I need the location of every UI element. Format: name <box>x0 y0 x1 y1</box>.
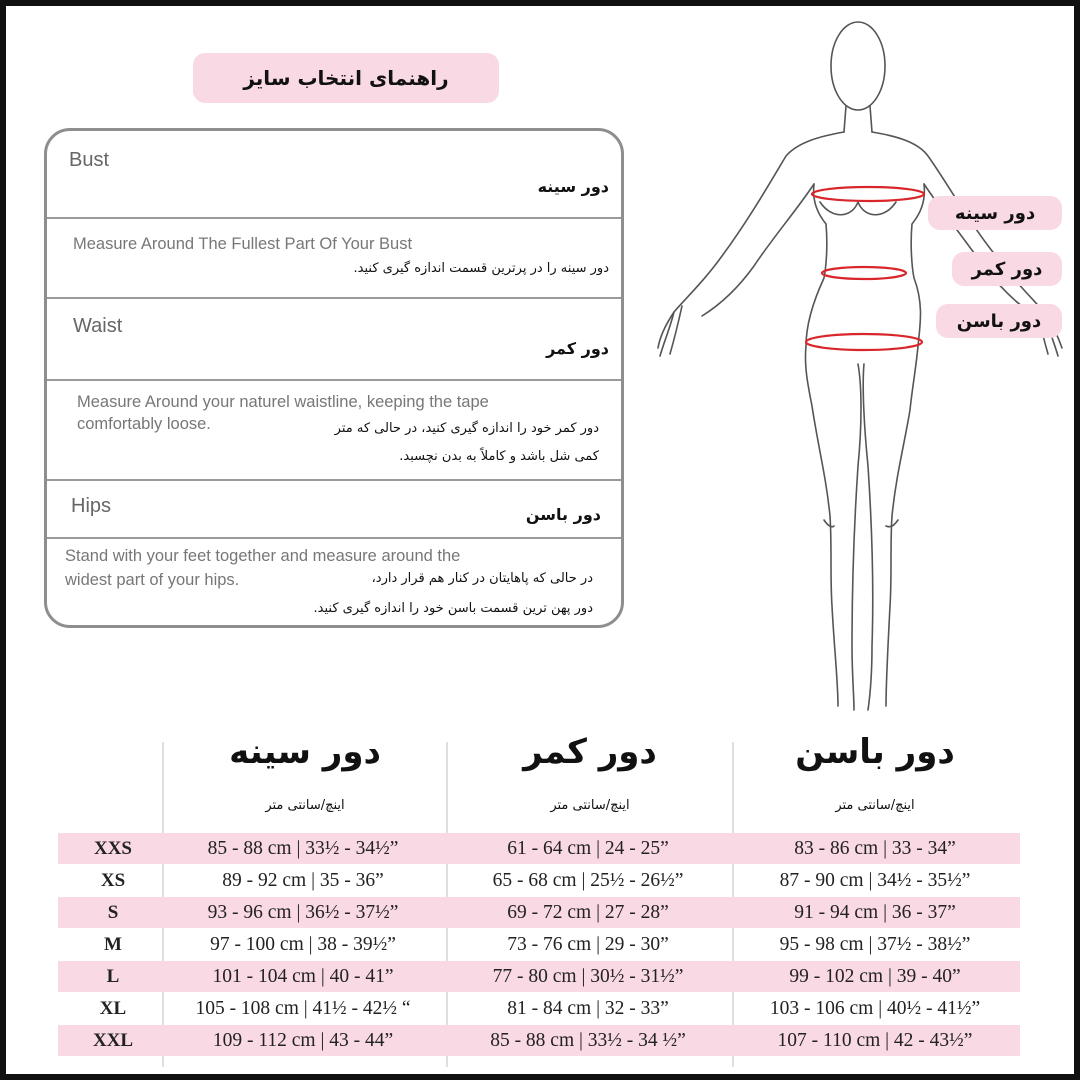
bust-range: 97 - 100 cm | 38 - 39½” <box>210 934 396 955</box>
bust-unit-label: اینچ/سانتی متر <box>265 798 345 813</box>
size-row-xl <box>58 993 1020 1024</box>
page-title: راهنمای انتخاب سایز <box>193 53 499 103</box>
waist-unit-label: اینچ/سانتی متر <box>550 798 630 813</box>
hips-range: 103 - 106 cm | 40½ - 41½” <box>769 998 981 1019</box>
size-row-m <box>58 929 1020 960</box>
hips-range: 91 - 94 cm | 36 - 37” <box>794 902 956 923</box>
size-code: M <box>104 934 122 955</box>
hips-range: 95 - 98 cm | 37½ - 38½” <box>779 934 971 955</box>
bust-measure-line <box>812 187 924 201</box>
bust-range: 89 - 92 cm | 35 - 36” <box>222 870 384 891</box>
hips-unit-label: اینچ/سانتی متر <box>835 798 915 813</box>
hips-heading-en: Hips <box>71 495 112 517</box>
hips-range: 99 - 102 cm | 39 - 40” <box>789 966 961 987</box>
bust-range: 93 - 96 cm | 36½ - 37½” <box>207 902 399 923</box>
bust-description-fa: دور سینه را در پرترین قسمت اندازه گیری کنید. <box>353 261 609 276</box>
body-outline-figure <box>646 6 1074 726</box>
hips-heading-row <box>47 481 621 539</box>
size-code: XXL <box>92 1030 134 1051</box>
hips-description-en-1: Stand with your feet together and measure around the <box>65 547 461 565</box>
size-row-l <box>58 961 1020 992</box>
waist-description-row <box>47 381 621 481</box>
waist-description-fa-1: دور کمر خود را اندازه گیری کنید، در حالی که متر <box>334 421 599 436</box>
hips-column-header: دور باسن <box>795 732 955 772</box>
size-code: XXS <box>93 838 132 859</box>
waist-measure-line <box>822 267 906 279</box>
waist-range: 81 - 84 cm | 32 - 33” <box>507 998 669 1019</box>
waist-heading-fa: دور کمر <box>546 339 609 358</box>
bust-description-en: Measure Around The Fullest Part Of Your Bust <box>73 235 413 253</box>
hips-range: 83 - 86 cm | 33 - 34” <box>794 838 956 859</box>
waist-description-en-2: comfortably loose. <box>77 415 211 433</box>
hips-range: 107 - 110 cm | 42 - 43½” <box>777 1030 973 1051</box>
bust-heading-row <box>47 131 621 219</box>
size-table <box>6 732 1074 1074</box>
bust-label: دور سینه <box>928 196 1062 230</box>
size-code: XS <box>100 870 126 891</box>
hips-description-en-2: widest part of your hips. <box>65 571 240 589</box>
size-code: XL <box>99 998 127 1019</box>
waist-range: 85 - 88 cm | 33½ - 34 ½” <box>490 1030 686 1051</box>
bust-column-header: دور سینه <box>229 732 381 772</box>
size-row-xxs <box>58 833 1020 864</box>
waist-heading-en: Waist <box>73 315 123 337</box>
hips-label: دور باسن <box>936 304 1062 338</box>
bust-description-row <box>47 219 621 299</box>
bust-range: 105 - 108 cm | 41½ - 42½ “ <box>195 998 411 1019</box>
body-figure-area <box>646 6 1074 726</box>
bust-range: 109 - 112 cm | 43 - 44” <box>212 1030 394 1051</box>
hips-description-fa-2: دور پهن ترین قسمت باسن خود را اندازه گیری کنید. <box>313 601 593 616</box>
waist-label: دور کمر <box>952 252 1062 286</box>
waist-description-en-1: Measure Around your naturel waistline, keeping the tape <box>77 393 489 411</box>
waist-range: 77 - 80 cm | 30½ - 31½” <box>492 966 684 987</box>
hips-description-fa-1: در حالی که پاهایتان در کنار هم قرار دارد، <box>371 571 593 586</box>
bust-range: 101 - 104 cm | 40 - 41” <box>212 966 394 987</box>
bust-heading-en: Bust <box>69 149 110 171</box>
size-row-s <box>58 897 1020 928</box>
waist-column-header: دور کمر <box>523 732 657 772</box>
waist-description-fa-2: کمی شل باشد و کاملاً به بدن نچسبد. <box>399 449 599 464</box>
measurement-guide-box <box>44 128 624 628</box>
hips-description-row <box>47 539 621 625</box>
waist-range: 69 - 72 cm | 27 - 28” <box>507 902 669 923</box>
hips-range: 87 - 90 cm | 34½ - 35½” <box>779 870 971 891</box>
size-code: S <box>107 902 119 923</box>
waist-range: 73 - 76 cm | 29 - 30” <box>507 934 669 955</box>
size-row-xs <box>58 865 1020 896</box>
size-guide-page <box>6 6 1074 1074</box>
waist-range: 61 - 64 cm | 24 - 25” <box>507 838 669 859</box>
hips-measure-line <box>806 334 922 350</box>
size-row-xxl <box>58 1025 1020 1056</box>
waist-range: 65 - 68 cm | 25½ - 26½” <box>492 870 684 891</box>
waist-heading-row <box>47 299 621 381</box>
bust-range: 85 - 88 cm | 33½ - 34½” <box>207 838 399 859</box>
bust-heading-fa: دور سینه <box>537 177 609 196</box>
hips-heading-fa: دور باسن <box>525 505 601 524</box>
size-code: L <box>106 966 120 987</box>
